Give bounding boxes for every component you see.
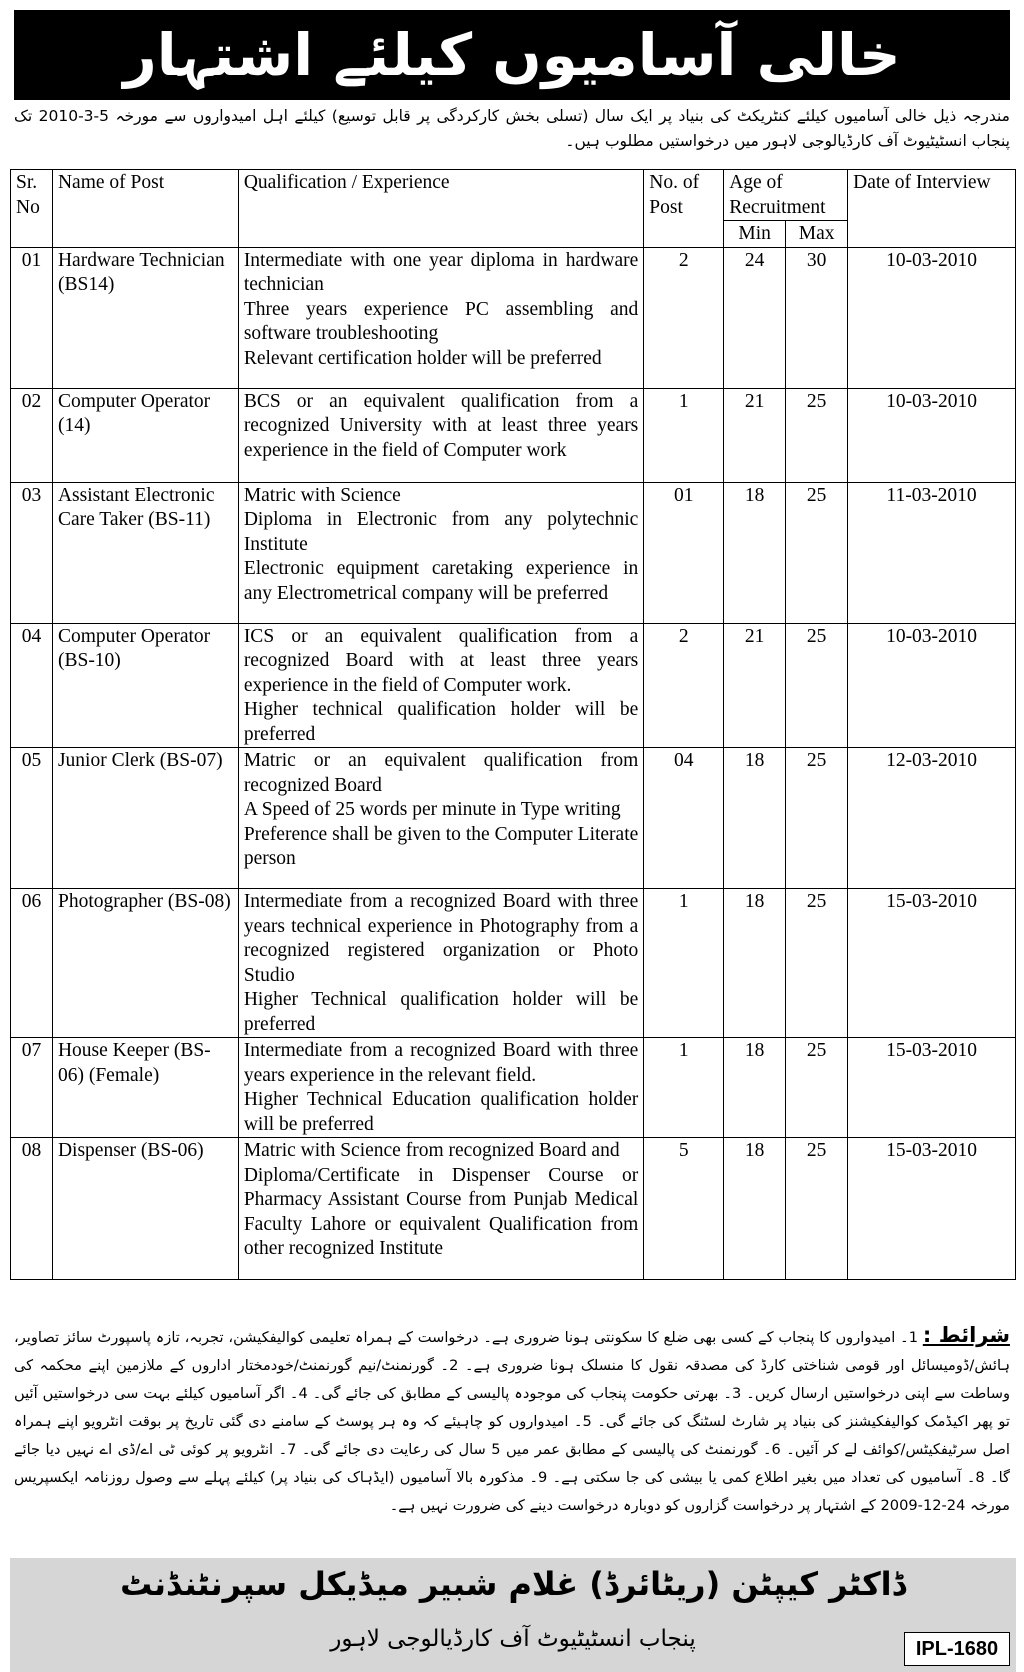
qualification-line: ICS or an equivalent qualification from a recognized Board with at least three years experience in the field of Computer work. xyxy=(243,625,639,696)
cell-age-max: 25 xyxy=(786,482,848,623)
cell-post: Dispenser (BS-06) xyxy=(52,1138,238,1280)
qualification-line: Higher Technical Education qualification holder will be preferred xyxy=(243,1089,639,1135)
cell-age-min: 18 xyxy=(724,889,786,1038)
table-row xyxy=(11,388,1016,482)
header-min: Min xyxy=(724,221,786,248)
cell-interview-date: 15-03-2010 xyxy=(848,1138,1016,1280)
cell-interview-date: 11-03-2010 xyxy=(848,482,1016,623)
cell-qualification xyxy=(238,889,643,1038)
table-row xyxy=(11,623,1016,748)
cell-age-min: 21 xyxy=(724,623,786,748)
header-date: Date of Interview xyxy=(848,170,1016,248)
cell-age-max: 25 xyxy=(786,889,848,1038)
cell-no-of-post: 5 xyxy=(644,1138,724,1280)
qualification-line: Intermediate from a recognized Board with three years technical experience in Photography from a recognized registered organization or Photo Studio xyxy=(243,891,639,986)
cell-qualification xyxy=(238,388,643,482)
cell-sr: 07 xyxy=(11,1038,53,1138)
qualification-line: Three years experience PC assembling and software troubleshooting xyxy=(243,298,639,344)
conditions-label: شرائط : xyxy=(922,1323,1010,1347)
qualification-line: Higher Technical qualification holder will be preferred xyxy=(243,989,639,1035)
conditions-paragraph xyxy=(14,1321,1010,1520)
cell-post: Computer Operator (14) xyxy=(52,388,238,482)
cell-sr: 04 xyxy=(11,623,53,748)
cell-qualification xyxy=(238,482,643,623)
cell-no-of-post: 04 xyxy=(644,748,724,889)
cell-age-max: 30 xyxy=(786,247,848,388)
cell-interview-date: 15-03-2010 xyxy=(848,1038,1016,1138)
header-age: Age of Recruitment xyxy=(724,170,848,221)
qualification-line: Higher technical qualification holder will be preferred xyxy=(243,699,639,745)
qualification-line: Matric or an equivalent qualification from recognized Board xyxy=(243,750,639,796)
table-row xyxy=(11,1138,1016,1280)
conditions-text: 1۔ امیدواروں کا پنجاب کے کسی بھی ضلع کا سکونتی ہونا ضروری ہے۔ درخواست کے ہمراہ تعلیمی کوالیفکیشن، تجربہ، تازہ پاسپورٹ سائز تصاویر، ہائش/ڈومیسائل اور قومی شناختی کارڈ کی مصدقہ نقول کا منسلک ہونا ضروری ہے۔ 2۔ گورنمنٹ/نیم گورنمنٹ/خودمختار اداروں کے ملازمین اپنے محکمہ کی وساطت سے اپنی درخواستیں ارسال کریں۔ 3۔ بھرتی حکومت پنجاب کی موجودہ پالیسی کے مطابق کی جائے گی۔ 4۔ اگر آسامیوں کیلئے بہت سی درخواستیں آئیں تو پھر اکیڈمک کوالیفکیشنز کی بنیاد پر شارٹ لسٹنگ کی جائے گی۔ 5۔ امیدواروں کو چاہیئے کہ وہ ہر پوسٹ کے سامنے دی گئی تاریخ پر بوقت انٹرویو اپنے ہمراہ اصل سرٹیفکیٹس/کوائف لے کر آئیں۔ 6۔ گورنمنٹ کی پالیسی کے مطابق عمر میں 5 سال کی رعایت دی جائے گی۔ 7۔ انٹرویو پر کوئی ٹی اے/ڈی اے نہیں دیا جائے گا۔ 8۔ آسامیوں کی تعداد میں بغیر اطلاع کمی یا بیشی کی جا سکتی ہے۔ 9۔ مذکورہ بالا آسامیوں (ایڈہاک کی بنیاد پر) کیلئے پہلے سے وصول روزنامہ ایکسپریس مورخہ 24-12-2009 کے اشتہار پر درخواست گزاروں کو دوبارہ درخواست دینے کی ضرورت نہیں ہے۔ xyxy=(14,1329,1010,1514)
cell-age-max: 25 xyxy=(786,388,848,482)
qualification-line: Intermediate from a recognized Board with three years experience in the relevant field. xyxy=(243,1040,639,1086)
cell-age-min: 18 xyxy=(724,1038,786,1138)
cell-no-of-post: 1 xyxy=(644,388,724,482)
cell-qualification xyxy=(238,1138,643,1280)
cell-post: Computer Operator (BS-10) xyxy=(52,623,238,748)
table-row xyxy=(11,482,1016,623)
cell-sr: 03 xyxy=(11,482,53,623)
cell-no-of-post: 1 xyxy=(644,1038,724,1138)
header-sr: Sr. No xyxy=(11,170,53,248)
header-qualification: Qualification / Experience xyxy=(238,170,643,248)
cell-sr: 02 xyxy=(11,388,53,482)
cell-sr: 08 xyxy=(11,1138,53,1280)
cell-interview-date: 10-03-2010 xyxy=(848,623,1016,748)
qualification-line: Intermediate with one year diploma in hardware technician xyxy=(243,249,639,295)
cell-qualification xyxy=(238,247,643,388)
table-row xyxy=(11,889,1016,1038)
table-row xyxy=(11,1038,1016,1138)
cell-qualification xyxy=(238,748,643,889)
qualification-line: Electronic equipment caretaking experience in any Electrometrical company will be preferred xyxy=(243,558,639,604)
table-row xyxy=(11,247,1016,388)
cell-age-min: 21 xyxy=(724,388,786,482)
cell-qualification xyxy=(238,1038,643,1138)
cell-interview-date: 12-03-2010 xyxy=(848,748,1016,889)
cell-age-max: 25 xyxy=(786,1038,848,1138)
cell-age-max: 25 xyxy=(786,623,848,748)
qualification-line: A Speed of 25 words per minute in Type writing xyxy=(243,799,621,820)
header-max: Max xyxy=(786,221,848,248)
headline: خالی آسامیوں کیلئے اشتہار xyxy=(123,21,901,89)
qualification-line: Diploma/Certificate in Dispenser Course or Pharmacy Assistant Course from Punjab Medical Faculty Lahore or equivalent Qualification from other recognized Institute xyxy=(243,1164,639,1259)
cell-age-min: 18 xyxy=(724,1138,786,1280)
cell-post: Photographer (BS-08) xyxy=(52,889,238,1038)
cell-interview-date: 10-03-2010 xyxy=(848,247,1016,388)
qualification-line: Matric with Science xyxy=(243,484,401,506)
qualification-line: Diploma in Electronic from any polytechnic Institute xyxy=(243,509,639,555)
headline-banner xyxy=(14,10,1010,100)
table-row xyxy=(11,748,1016,889)
cell-age-min: 18 xyxy=(724,482,786,623)
cell-no-of-post: 2 xyxy=(644,623,724,748)
cell-no-of-post: 1 xyxy=(644,889,724,1038)
cell-sr: 01 xyxy=(11,247,53,388)
vacancy-table xyxy=(10,169,1016,1280)
cell-age-max: 25 xyxy=(786,748,848,889)
cell-age-min: 18 xyxy=(724,748,786,889)
cell-post: Hardware Technician (BS14) xyxy=(52,247,238,388)
header-post: Name of Post xyxy=(52,170,238,248)
intro-paragraph: مندرجہ ذیل خالی آسامیوں کیلئے کنٹریکٹ کی بنیاد پر ایک سال (تسلی بخش کارکردگی پر قابل توسیع) کیلئے اہل امیدواروں سے مورخہ 5-3-2010 تک پنجاب انسٹیٹیوٹ آف کارڈیالوجی لاہور میں درخواستیں مطلوب ہیں۔ xyxy=(14,107,1010,150)
cell-age-max: 25 xyxy=(786,1138,848,1280)
qualification-line: Relevant certification holder will be preferred xyxy=(243,347,602,369)
cell-post: Junior Clerk (BS-07) xyxy=(52,748,238,889)
cell-sr: 06 xyxy=(11,889,53,1038)
signatory-organization: پنجاب انسٹیٹیوٹ آف کارڈیالوجی لاہور xyxy=(330,1626,696,1652)
table-header-row xyxy=(11,170,1016,221)
cell-sr: 05 xyxy=(11,748,53,889)
cell-post: Assistant Electronic Care Taker (BS-11) xyxy=(52,482,238,623)
cell-qualification xyxy=(238,623,643,748)
qualification-line: Matric with Science from recognized Board and xyxy=(243,1140,620,1161)
cell-no-of-post: 2 xyxy=(644,247,724,388)
cell-interview-date: 15-03-2010 xyxy=(848,889,1016,1038)
cell-interview-date: 10-03-2010 xyxy=(848,388,1016,482)
cell-post: House Keeper (BS-06) (Female) xyxy=(52,1038,238,1138)
cell-no-of-post: 01 xyxy=(644,482,724,623)
cell-age-min: 24 xyxy=(724,247,786,388)
header-no-of-post: No. of Post xyxy=(644,170,724,248)
ad-reference: IPL-1680 xyxy=(904,1632,1010,1666)
qualification-line: Preference shall be given to the Computer Literate person xyxy=(243,823,639,869)
qualification-line: BCS or an equivalent qualification from a recognized University with at least three years experience in the field of Computer work xyxy=(243,390,639,461)
signatory-name: ڈاکٹر کیپٹن (ریٹائرڈ) غلام شبیر میڈیکل سپرنٹنڈنٹ xyxy=(120,1565,906,1603)
